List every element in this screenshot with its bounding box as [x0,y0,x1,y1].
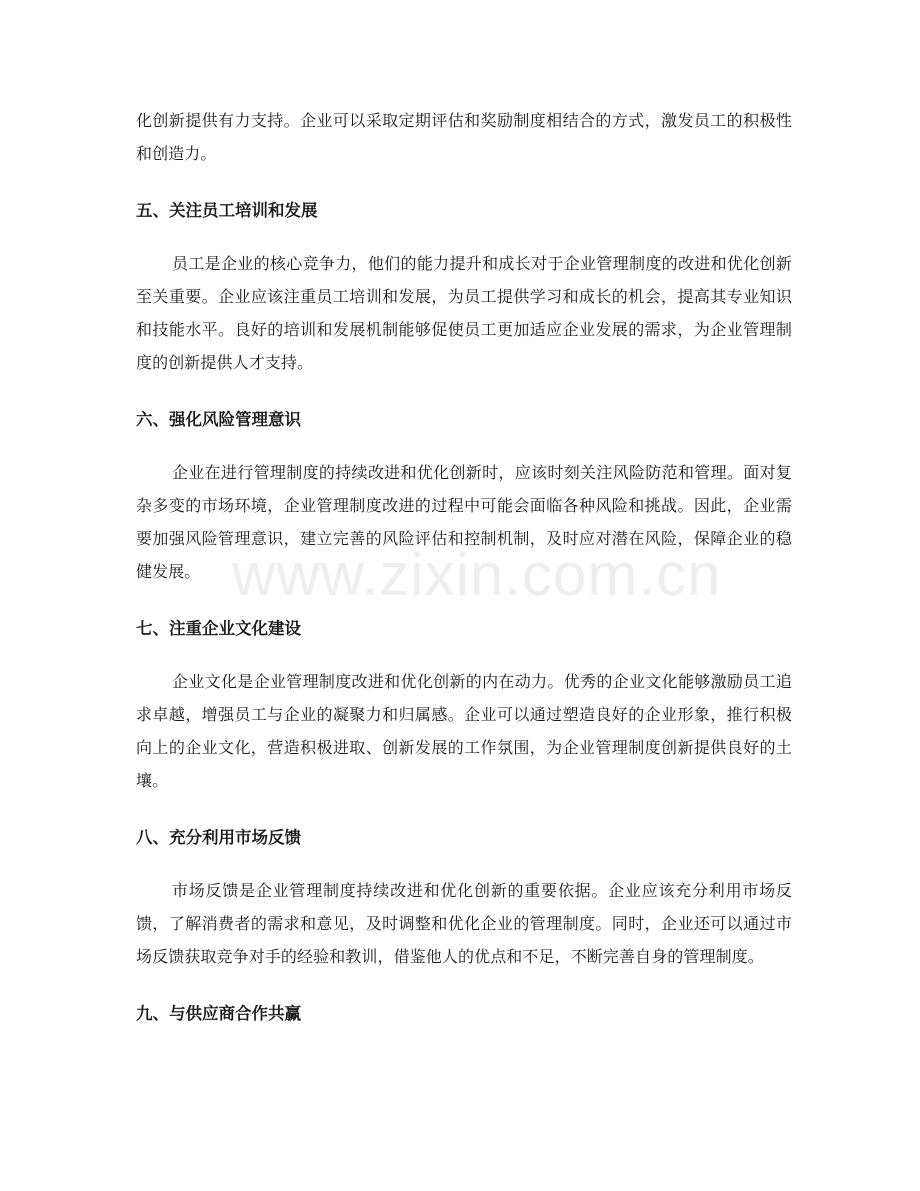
watermark: www.zixin.com.cn [232,541,722,608]
section-paragraph-6: 企业在进行管理制度的持续改进和优化创新时，应该时刻关注风险防范和管理。面对复杂多变的市场环境，企业管理制度改进的过程中可能会面临各种风险和挑战。因此，企业需要加强风险管理意识，建立完善的风险评估和控制机制，及时应对潜在风险，保障企业的稳健发展。 [136,463,792,581]
section-heading-5: 五、关注员工培训和发展 [136,201,318,220]
section-paragraph-8: 市场反馈是企业管理制度持续改进和优化创新的重要依据。企业应该充分利用市场反馈，了解消费者的需求和意见，及时调整和优化企业的管理制度。同时，企业还可以通过市场反馈获取竞争对手的经验和教训，借鉴他人的优点和不足，不断完善自身的管理制度。 [136,881,792,966]
section-heading-6: 六、强化风险管理意识 [136,410,301,429]
section-heading-9: 九、与供应商合作共赢 [136,1004,301,1023]
intro-paragraph: 化创新提供有力支持。企业可以采取定期评估和奖励制度相结合的方式，激发员工的积极性和创造力。 [136,111,792,163]
section-paragraph-7: 企业文化是企业管理制度改进和优化创新的内在动力。优秀的企业文化能够激励员工追求卓越，增强员工与企业的凝聚力和归属感。企业可以通过塑造良好的企业形象，推行积极向上的企业文化，营造积极进取、创新发展的工作氛围，为企业管理制度创新提供良好的土壤。 [136,672,792,790]
section-heading-7: 七、注重企业文化建设 [136,619,301,638]
document-body [136,104,792,1030]
section-heading-8: 八、充分利用市场反馈 [136,828,301,847]
section-paragraph-5: 员工是企业的核心竞争力，他们的能力提升和成长对于企业管理制度的改进和优化创新至关重要。企业应该注重员工培训和发展，为员工提供学习和成长的机会，提高其专业知识和技能水平。良好的培训和发展机制能够促使员工更加适应企业发展的需求，为企业管理制度的创新提供人才支持。 [136,254,792,372]
